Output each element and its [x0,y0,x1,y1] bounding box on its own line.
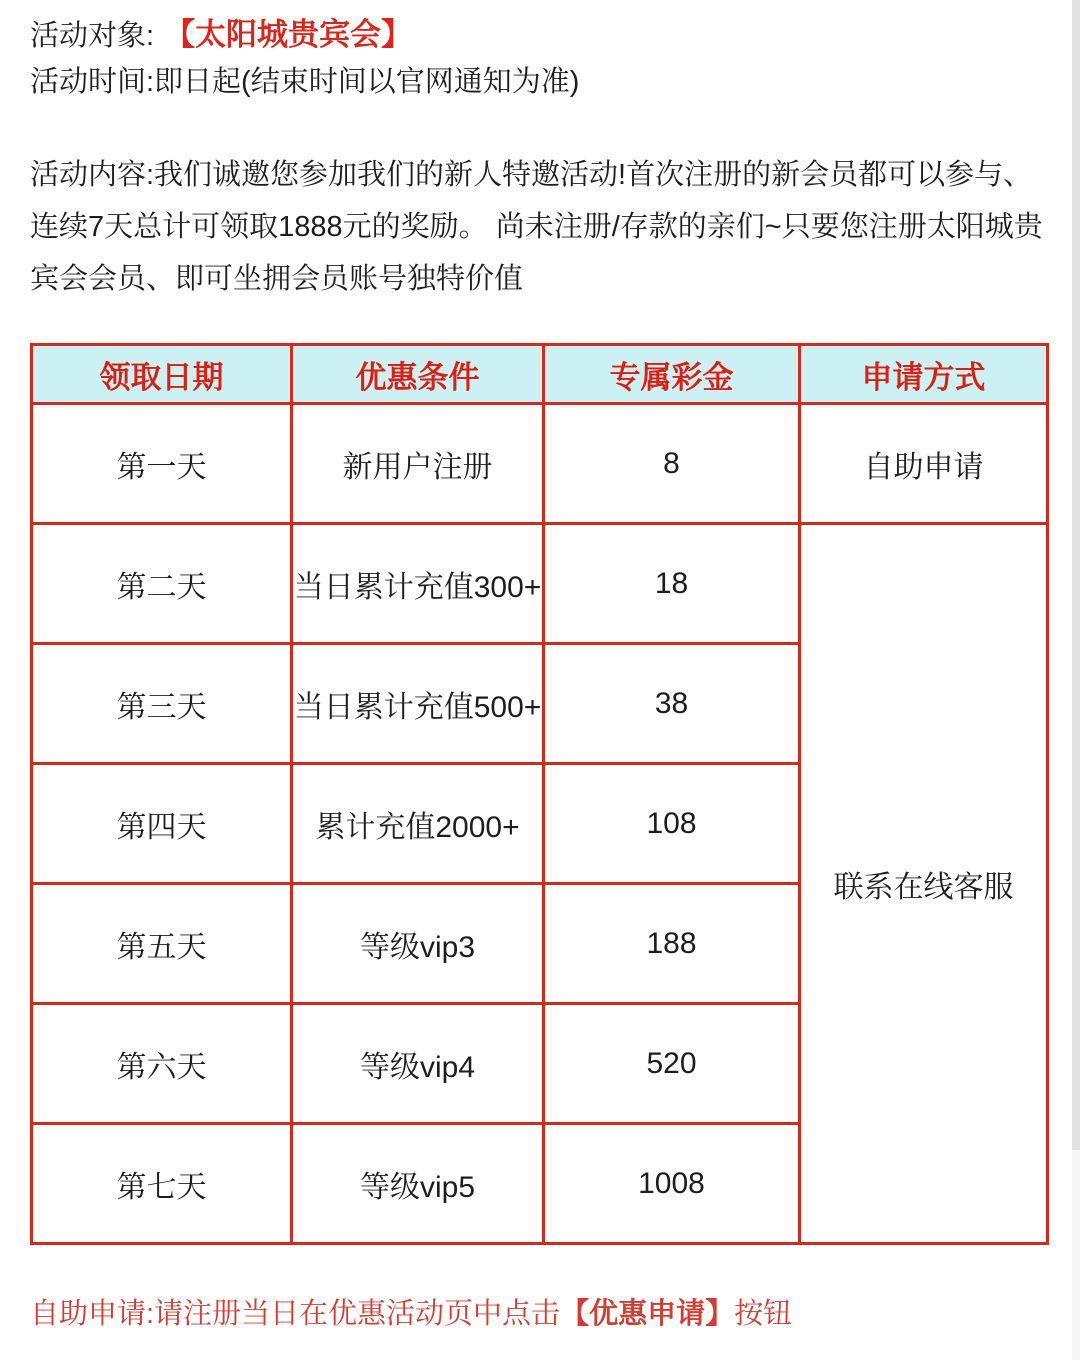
bonus-cell: 18 [544,524,800,644]
activity-target-value: 【太阳城贵宾会】 [164,17,413,52]
activity-target-label: 活动对象: [30,20,155,52]
day-cell: 第一天 [32,404,292,524]
column-header-claim-date: 领取日期 [32,345,292,404]
day-cell: 第五天 [32,884,292,1004]
condition-cell: 新用户注册 [292,404,544,524]
column-header-bonus: 专属彩金 [544,345,800,404]
day-cell: 第六天 [32,1004,292,1124]
method-cell-merged: 联系在线客服 [800,524,1048,1244]
day-cell: 第二天 [32,524,292,644]
footer-note-highlight: 【优惠申请】 [560,1298,735,1330]
scrollbar-thumb[interactable] [1072,0,1080,1150]
table-row-day1 [32,404,1048,524]
activity-content-paragraph: 活动内容:我们诚邀您参加我们的新人特邀活动!首次注册的新会员都可以参与、连续7天总计可领取1888元的奖励。 尚未注册/存款的亲们~只要您注册太阳城贵宾会会员、即可坐拥会员账号独特价值 [30,159,1043,295]
table-header-row [32,345,1048,404]
day-cell: 第四天 [32,764,292,884]
column-header-apply-method: 申请方式 [800,345,1048,404]
bonus-cell: 38 [544,644,800,764]
condition-cell: 当日累计充值300+ [292,524,544,644]
condition-cell: 等级vip5 [292,1124,544,1244]
day-cell: 第三天 [32,644,292,764]
condition-cell: 等级vip4 [292,1004,544,1124]
footer-note-suffix: 按钮 [734,1298,793,1330]
activity-time-line: 活动时间:即日起(结束时间以官网通知为准) [30,66,580,98]
bonus-cell: 188 [544,884,800,1004]
condition-cell: 累计充值2000+ [292,764,544,884]
scrollbar-track[interactable] [1072,0,1080,1360]
bonus-cell: 108 [544,764,800,884]
table-row-day2 [32,524,1048,644]
condition-cell: 等级vip3 [292,884,544,1004]
bonus-cell: 520 [544,1004,800,1124]
condition-cell: 当日累计充值500+ [292,644,544,764]
footer-note-prefix: 自助申请:请注册当日在优惠活动页中点击 [30,1298,561,1330]
column-header-condition: 优惠条件 [292,345,544,404]
footer-note [30,1291,1080,1332]
rewards-table [30,343,1049,1245]
activity-target-line [30,12,1080,59]
day-cell: 第七天 [32,1124,292,1244]
method-cell: 自助申请 [800,404,1048,524]
bonus-cell: 8 [544,404,800,524]
bonus-cell: 1008 [544,1124,800,1244]
